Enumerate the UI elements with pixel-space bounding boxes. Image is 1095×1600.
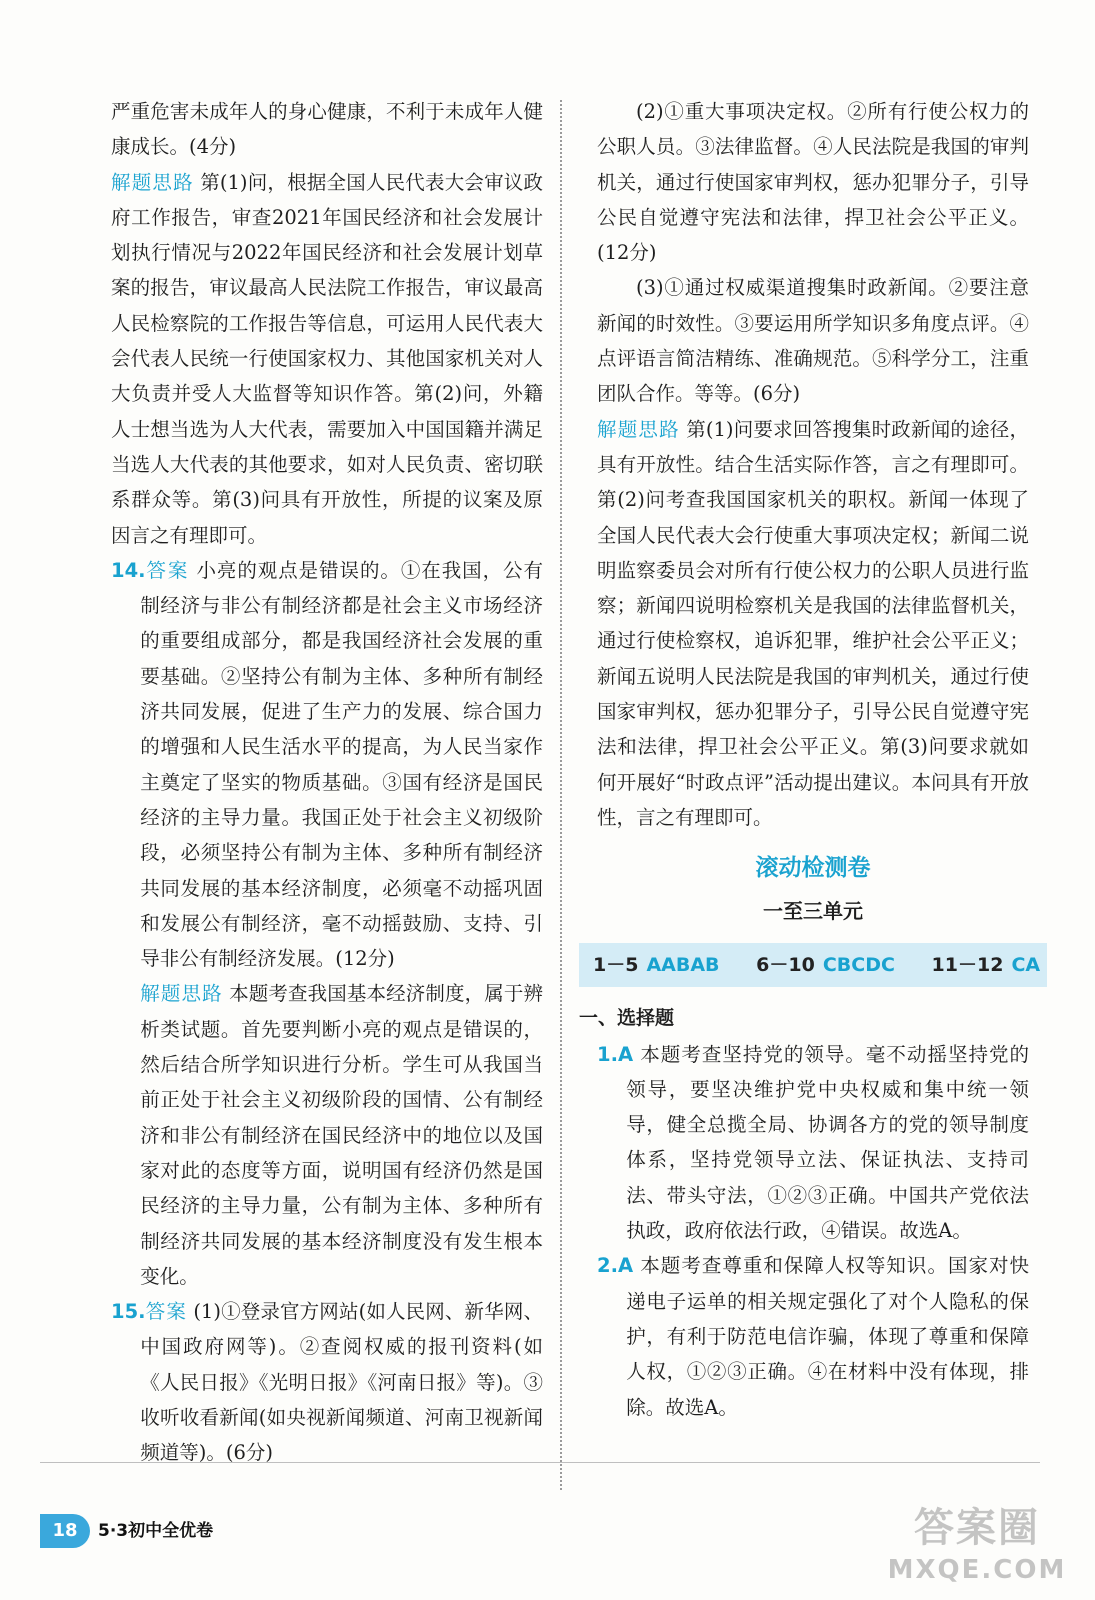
- column-divider: [560, 100, 562, 1490]
- part-heading: 一、选择题: [579, 1007, 675, 1030]
- answer-letters: AABAB: [646, 954, 720, 977]
- answer-range: 1－5: [593, 954, 639, 977]
- analysis-tag: 解题思路: [140, 982, 223, 1006]
- page-footer: [40, 1510, 300, 1552]
- q14-answer: [111, 553, 543, 977]
- q15-analysis-text: 第(1)问要求回答搜集时政新闻的途径，具有开放性。结合生活实际作答，言之有理即可。第(2)问考查我国国家机关的职权。新闻一体现了全国人民代表大会行使重大事项决定权；新闻二说明监察委员会对所有行使公权力的公职人员进行监察；新闻四说明检察机关是我国的法律监督机关，通过行使检察权，追诉犯罪，维护社会公平正义；新闻五说明人民法院是我国的审判机关，通过行使国家审判权，惩办犯罪分子，引导公民自觉遵守宪法和法律，捍卫社会公平正义。第(3)问要求就如何开展好“时政点评”活动提出建议。本问具有开放性，言之有理即可。: [597, 417, 1029, 829]
- watermark-logo: [877, 1502, 1077, 1592]
- q2-explanation: [597, 1248, 1029, 1424]
- watermark-url: MXQE.COM: [887, 1555, 1067, 1585]
- q1-explanation: [597, 1037, 1029, 1249]
- analysis-tag: 解题思路: [597, 417, 680, 441]
- paragraph-continued: 严重危害未成年人的身心健康，不利于未成年人健康成长。(4分): [111, 100, 543, 159]
- q14-analysis-text: 本题考查我国基本经济制度，属于辨析类试题。首先要判断小亮的观点是错误的，然后结合所学知识进行分析。学生可从我国当前正处于社会主义初级阶段的国情、公有制经济和非公有制经济在国民经济中的地位以及国家对此的态度等方面，说明国有经济仍然是国民经济的主导力量，公有制为主体、多种所有制经济共同发展的基本经济制度没有发生根本变化。: [140, 982, 543, 1288]
- right-column: [579, 94, 1041, 1425]
- q13-analysis: [111, 165, 543, 553]
- left-column: [111, 94, 543, 1471]
- answer-letters: CA: [1011, 954, 1041, 977]
- q2-number: 2.A: [597, 1254, 634, 1278]
- q2-text: 本题考查尊重和保障人权等知识。国家对快递电子运单的相关规定强化了对个人隐私的保护，有利于防范电信诈骗，体现了尊重和保障人权，①②③正确。④在材料中没有体现，排除。故选A。: [626, 1254, 1029, 1419]
- section-title: 滚动检测卷: [755, 855, 871, 882]
- q14-number: 14.: [111, 558, 146, 582]
- footer-rule: [40, 1462, 1040, 1463]
- q1-number: 1.A: [597, 1042, 634, 1066]
- q13-analysis-text: 第(1)问，根据全国人民代表大会审议政府工作报告，审查2021年国民经济和社会发展计划执行情况与2022年国民经济和社会发展计划草案的报告，审议最高人民法院工作报告，审议最高人民检察院的工作报告等信息，可运用人民代表大会代表人民统一行使国家权力、其他国家机关对人大负责并受人大监督等知识作答。第(2)问，外籍人士想当选为人大代表，需要加入中国国籍并满足当选人大代表的其他要求，如对人民负责、密切联系群众等。第(3)问具有开放性，所提的议案及原因言之有理即可。: [111, 170, 543, 547]
- q14-analysis: [111, 976, 543, 1294]
- analysis-tag: 解题思路: [111, 170, 194, 194]
- page-number: 18: [40, 1514, 90, 1548]
- q15-analysis: [597, 412, 1029, 836]
- answer-letters: CBCDC: [822, 954, 895, 977]
- q15-part3: (3)①通过权威渠道搜集时政新闻。②要注意新闻的时效性。③要运用所学知识多角度点评。④点评语言简洁精练、准确规范。⑤科学分工，注重团队合作。等等。(6分): [597, 276, 1029, 406]
- answer-key-bar: [579, 943, 1047, 987]
- q15-number: 15.: [111, 1300, 146, 1324]
- watermark-text: 答案圈: [914, 1505, 1040, 1551]
- q14-answer-text: 小亮的观点是错误的。①在我国，公有制经济与非公有制经济都是社会主义市场经济的重要组成部分，都是我国经济社会发展的重要基础。②坚持公有制为主体、多种所有制经济共同发展，促进了生产力的发展、综合国力的增强和人民生活水平的提高，为人民当家作主奠定了坚实的物质基础。③国有经济是国民经济的主导力量。我国正处于社会主义初级阶段，必须坚持公有制为主体、多种所有制经济共同发展的基本经济制度，必须毫不动摇巩固和发展公有制经济，毫不动摇鼓励、支持、引导非公有制经济发展。(12分): [140, 558, 543, 971]
- q1-text: 本题考查坚持党的领导。毫不动摇坚持党的领导，要坚决维护党中央权威和集中统一领导，健全总揽全局、协调各方的党的领导制度体系，坚持党领导立法、保证执法、支持司法、带头守法，①②③正确。中国共产党依法执政，政府依法行政，④错误。故选A。: [626, 1042, 1029, 1243]
- answer-range: 11－12: [931, 954, 1004, 977]
- q15-part2: (2)①重大事项决定权。②所有行使公权力的公职人员。③法律监督。④人民法院是我国的审判机关，通过行使国家审判权，惩办犯罪分子，引导公民自觉遵守宪法和法律，捍卫社会公平正义。(12分): [597, 100, 1029, 265]
- answer-tag: 答案: [145, 1300, 187, 1324]
- answer-tag: 答案: [145, 558, 190, 582]
- q15-answer: [111, 1294, 543, 1470]
- book-title: 5·3初中全优卷: [98, 1521, 214, 1541]
- q15-answer-text: (1)①登录官方网站(如人民网、新华网、中国政府网等)。②查阅权威的报刊资料(如《人民日报》《光明日报》《河南日报》等)。③收听收看新闻(如央视新闻频道、河南卫视新闻频道等)。(6分): [140, 1300, 543, 1465]
- unit-title: 一至三单元: [763, 899, 863, 924]
- answer-range: 6－10: [756, 954, 815, 977]
